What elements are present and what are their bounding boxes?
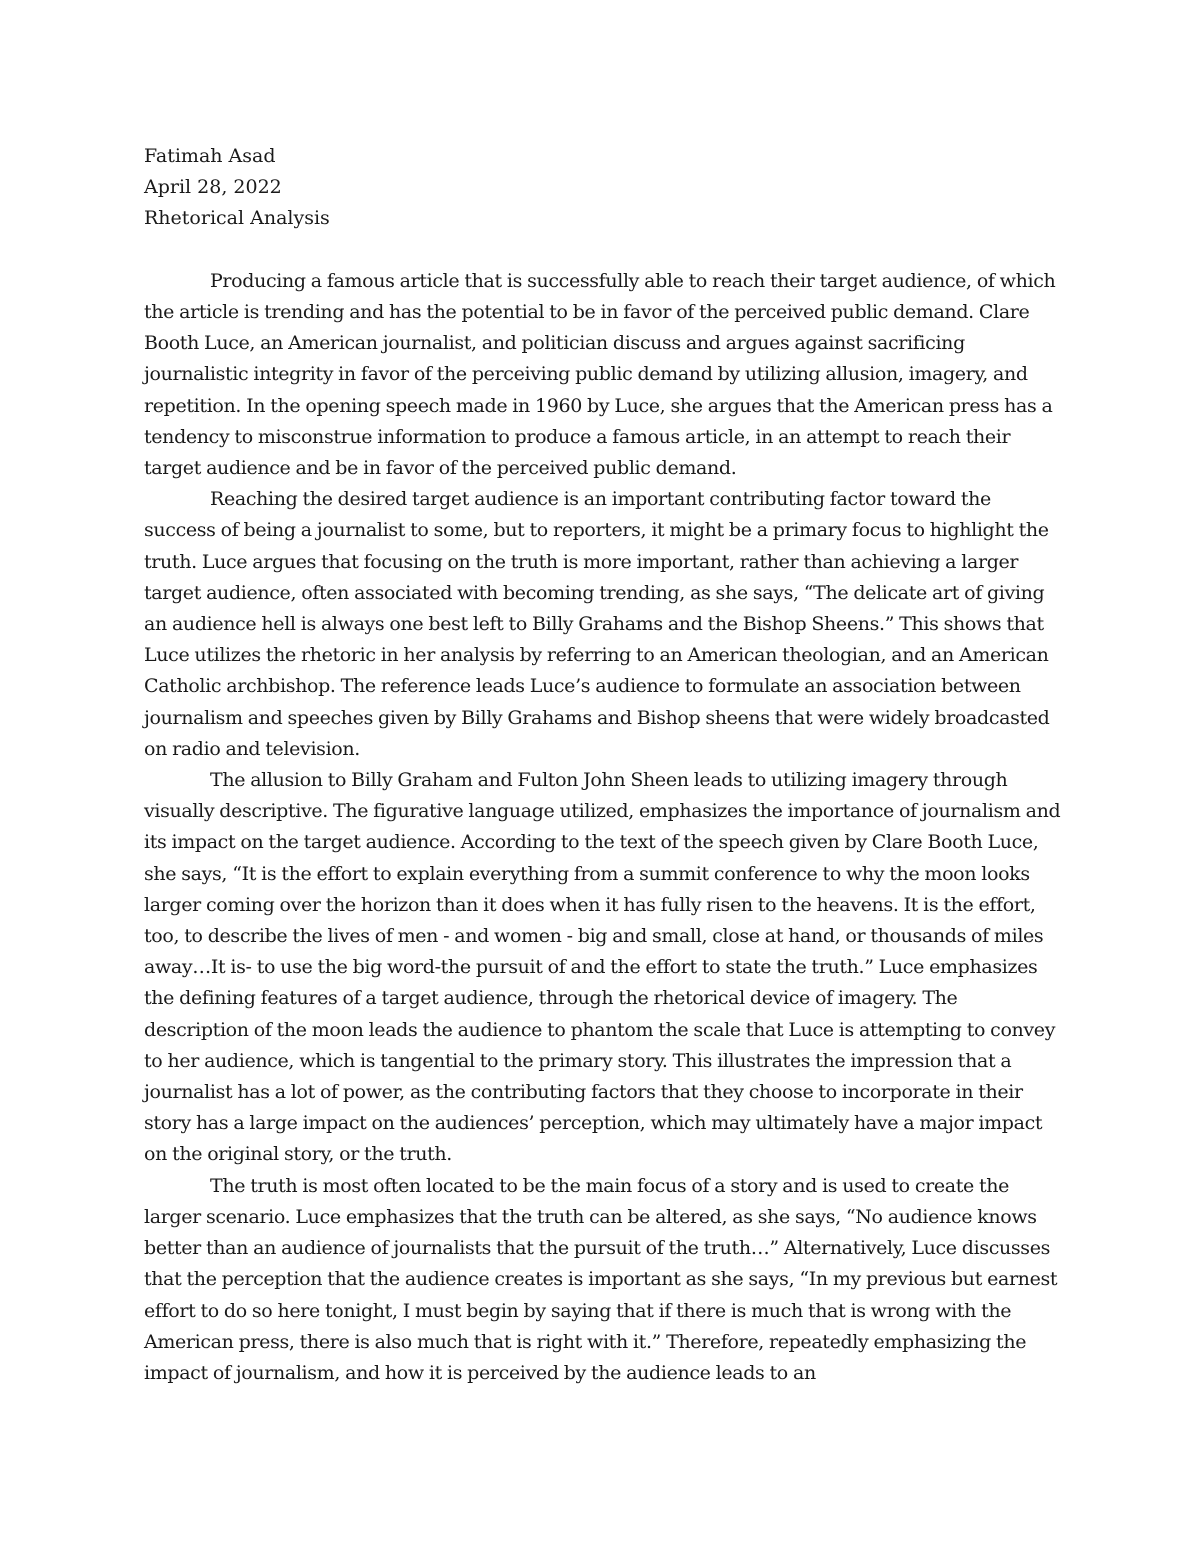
paragraph-2: Reaching the desired target audience is an important contributing factor toward the success of being a journalist to some, but to reporters, it might be a primary focus to highlight the truth. Luce argues that focusing on the truth is more important, rather than achieving a larger target audience, often associated with becoming trending, as she says, “The delicate art of giving an audience hell is always one best left to Billy Grahams and the Bishop Sheens.” This shows that Luce utilizes the rhetoric in her analysis by referring to an American theologian, and an American Catholic archbishop. The reference leads Luce’s audience to formulate an association between journalism and speeches given by Billy Grahams and Bishop sheens that were widely broadcasted on radio and television. [144, 488, 1050, 760]
blank-line [144, 235, 1064, 266]
document-body [144, 141, 1064, 1389]
paragraph-4: The truth is most often located to be the main focus of a story and is used to create the larger scenario. Luce emphasizes that the truth can be altered, as she says, “No audience knows better than an audience of journalists that the pursuit of the truth…” Alternatively, Luce discusses that the perception that the audience creates is important as she says, “In my previous but earnest effort to do so here tonight, I must begin by saying that if there is much that is wrong with the American press, there is also much that is right with it.” Therefore, repeatedly emphasizing the impact of journalism, and how it is perceived by the audience leads to an [144, 1174, 1058, 1384]
paragraph-1: Producing a famous article that is successfully able to reach their target audience, of which the article is trending and has the potential to be in favor of the perceived public demand. Clare Booth Luce, an American journalist, and politician discuss and argues against sacrificing journalistic integrity in favor of the perceiving public demand by utilizing allusion, imagery, and repetition. In the opening speech made in 1960 by Luce, she argues that the American press has a tendency to misconstrue information to produce a famous article, in an attempt to reach their target audience and be in favor of the perceived public demand. [144, 269, 1056, 480]
paragraph-3: The allusion to Billy Graham and Fulton John Sheen leads to utilizing imagery through visually descriptive. The figurative language utilized, emphasizes the importance of journalism and its impact on the target audience. According to the text of the speech given by Clare Booth Luce, she says, “It is the effort to explain everything from a summit conference to why the moon looks larger coming over the horizon than it does when it has fully risen to the heavens. It is the effort, too, to describe the lives of men - and women - big and small, close at hand, or thousands of miles away…It is- to use the big word-the pursuit of and the effort to state the truth.” Luce emphasizes the defining features of a target audience, through the rhetorical device of imagery. The description of the moon leads the audience to phantom the scale that Luce is attempting to convey to her audience, which is tangential to the primary story. This illustrates the impression that a journalist has a lot of power, as the contributing factors that they choose to incorporate in their story has a large impact on the audiences’ perception, which may ultimately have a major impact on the original story, or the truth. [144, 769, 1061, 1166]
author-name: Fatimah Asad [144, 145, 276, 167]
document-date: April 28, 2022 [144, 176, 282, 199]
document-title: Rhetorical Analysis [144, 207, 330, 230]
